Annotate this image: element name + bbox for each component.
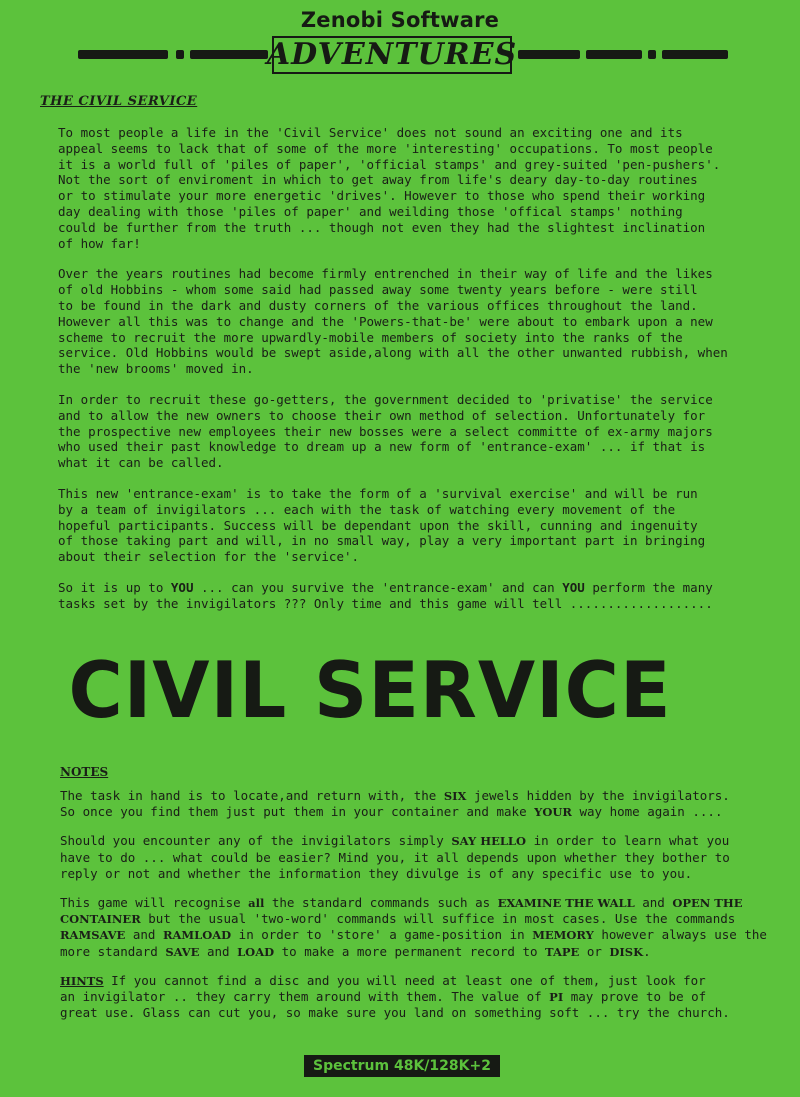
banner-box — [266, 36, 518, 74]
banner-left-stroke-2 — [176, 50, 184, 59]
banner-right-stroke-3 — [648, 50, 656, 59]
notes-title: NOTES — [60, 765, 109, 779]
brand-name: Zenobi Software — [300, 8, 500, 32]
intro-paragraph-3: In order to recruit these go-getters, the government decided to 'privatise' the service and to allow the new owners to choose their own method of selection. Unfortunately for the prospective new employees their new bosses were a select committe of ex-army majors who used their past knowledge to dream up a new form of 'entrance-exam' ... if that is what it can be called. — [58, 391, 713, 471]
banner-left-stroke-3 — [190, 50, 268, 59]
header — [0, 8, 800, 78]
game-title: CIVIL SERVICE — [68, 645, 672, 737]
banner-right-stroke — [518, 50, 580, 59]
banner-text: ADVENTURES — [266, 37, 518, 72]
intro-paragraph-2: Over the years routines had become firmly entrenched in their way of life and the likes of old Hobbins - whom some said had passed away some twenty years before - were still to be found in the dark and dusty corners of the various offices throughout the land. However all this was to change and the 'Powers-that-be' were about to embark upon a new scheme to recruit the more upwardly-mobile members of society into the ranks of the service. Old Hobbins would be swept aside,along with all the other unwanted rubbish, when the 'new brooms' moved in. — [58, 266, 728, 377]
intro-paragraph-5: So it is up to YOU ... can you survive the 'entrance-exam' and can YOU perform the many tasks set by the invigilators ??? Only time and this game will tell ................... — [58, 579, 713, 611]
intro-paragraph-1: To most people a life in the 'Civil Service' does not sound an exciting one and its appeal seems to lack that of some of the more 'interesting' occupations. To most people it is a world full of 'piles of paper', 'official stamps' and grey-suited 'pen-pushers'. Not the sort of enviroment in which to get away from life's deary day-to-day routines or to stimulate your more energetic 'drives'. However to those who spend their working day dealing with those 'piles of paper' and weilding those 'offical stamps' nothing could be further from the truth ... though not even they had the slightest inclination of how far! — [58, 125, 721, 251]
intro-paragraph-4: This new 'entrance-exam' is to take the form of a 'survival exercise' and will be run by a team of invigilators ... each with the task of watching every movement of the hopeful participants. Success will be dependant upon the skill, cunning and ingenuity of those taking part and will, in no small way, play a very important part in bringing about their selection for the 'service'. — [58, 485, 706, 565]
notes-paragraph-1: The task in hand is to locate,and return with, the SIX jewels hidden by the invigilators. So once you find them just put them in your container and make YOUR way home again .... — [60, 788, 730, 820]
notes-text — [60, 788, 790, 1034]
banner-right-stroke-4 — [662, 50, 728, 59]
notes-paragraph-4: HINTS If you cannot find a disc and you will need at least one of them, just look for an invigilator .. they carry them around with them. The value of PI may prove to be of great use. Glass can cut you, so make sure you land on something soft ... try the church. — [60, 972, 730, 1021]
notes-paragraph-3: This game will recognise all the standard commands such as EXAMINE THE WALL and OPEN THE CONTAINER but the usual 'two-word' commands will suffice in most cases. Use the commands RAMSAVE and RAMLOAD in order to 'store' a game-position in MEMORY however always use the more standard SAVE and LOAD to make a more permanent record to TAPE or DISK. — [60, 895, 767, 959]
banner-right-stroke-2 — [586, 50, 642, 59]
notes-paragraph-2: Should you encounter any of the invigilators simply SAY HELLO in order to learn what you have to do ... what could be easier? Mind you, it all depends upon whether they bother to reply or not and whether the information they divulge is of any specific use to you. — [60, 833, 730, 881]
platform-badge: Spectrum 48K/128K+2 — [304, 1055, 500, 1077]
banner-left-stroke — [78, 50, 168, 59]
section-title: THE CIVIL SERVICE — [40, 94, 198, 109]
intro-text — [58, 125, 778, 627]
